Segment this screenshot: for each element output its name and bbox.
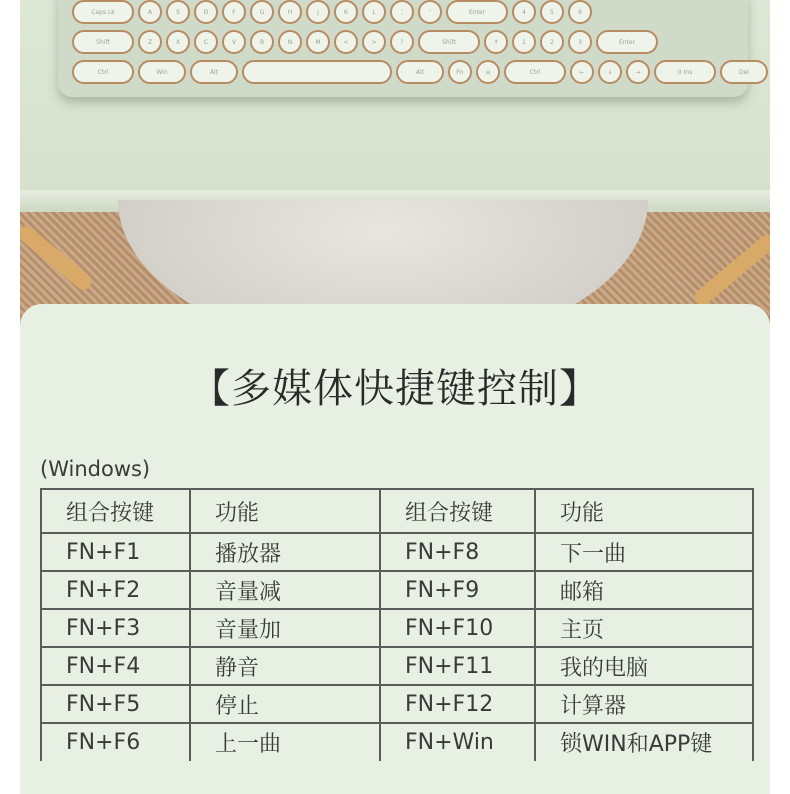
keycap: H (278, 0, 302, 24)
keycap: 6 (568, 0, 592, 24)
header-key-combo: 组合按键 (41, 489, 190, 533)
function-cell: 邮箱 (535, 571, 753, 609)
keycap: Ctrl (72, 60, 134, 84)
keycap: B (250, 30, 274, 54)
keycap: Alt (396, 60, 444, 84)
shortcut-table (40, 488, 754, 761)
keycap: < (334, 30, 358, 54)
keycap: 0 Ins (654, 60, 716, 84)
page-title: 【多媒体快捷键控制】 (190, 366, 600, 412)
key-combo-cell: FN+F4 (41, 647, 190, 685)
key-combo-cell: FN+Win (380, 723, 535, 761)
keycap: ≡ (476, 60, 500, 84)
table-row (41, 609, 753, 647)
keycap: ↑ (484, 30, 508, 54)
keycap: X (166, 30, 190, 54)
keycap: G (250, 0, 274, 24)
keycap: ↓ (598, 60, 622, 84)
keycap: Enter (596, 30, 658, 54)
function-cell: 停止 (190, 685, 380, 723)
key-combo-cell: FN+F9 (380, 571, 535, 609)
keycap: > (362, 30, 386, 54)
keycap: A (138, 0, 162, 24)
function-cell: 锁WIN和APP键 (535, 723, 753, 761)
table-row (41, 533, 753, 571)
keycap: K (334, 0, 358, 24)
keycap: D (194, 0, 218, 24)
table-row (41, 723, 753, 761)
key-combo-cell: FN+F11 (380, 647, 535, 685)
keycap: 1 (512, 30, 536, 54)
keycap: V (222, 30, 246, 54)
key-combo-cell: FN+F12 (380, 685, 535, 723)
key-combo-cell: FN+F1 (41, 533, 190, 571)
keycap: F (222, 0, 246, 24)
header-key-combo: 组合按键 (380, 489, 535, 533)
function-cell: 我的电脑 (535, 647, 753, 685)
table-row (41, 685, 753, 723)
function-cell: 音量减 (190, 571, 380, 609)
header-function: 功能 (190, 489, 380, 533)
key-combo-cell: FN+F8 (380, 533, 535, 571)
keycap: ; (390, 0, 414, 24)
retro-keyboard (58, 0, 748, 97)
keycap: S (166, 0, 190, 24)
keycap: Del (720, 60, 768, 84)
keyboard-row-shift (72, 30, 658, 56)
keycap: Ctrl (504, 60, 566, 84)
keyboard-row-home (72, 0, 592, 26)
key-combo-cell: FN+F2 (41, 571, 190, 609)
product-photo (20, 0, 770, 330)
keycap (242, 60, 392, 84)
keycap: Shift (418, 30, 480, 54)
keycap: L (362, 0, 386, 24)
table-header-row (41, 489, 753, 533)
keycap: ← (570, 60, 594, 84)
keycap: 4 (512, 0, 536, 24)
key-combo-cell: FN+F5 (41, 685, 190, 723)
keycap: Alt (190, 60, 238, 84)
table-row (41, 647, 753, 685)
function-cell: 上一曲 (190, 723, 380, 761)
os-subtitle: (Windows) (40, 457, 151, 481)
function-cell: 静音 (190, 647, 380, 685)
keycap: Enter (446, 0, 508, 24)
keycap: 2 (540, 30, 564, 54)
keycap: 3 (568, 30, 592, 54)
keycap: 5 (540, 0, 564, 24)
header-function: 功能 (535, 489, 753, 533)
key-combo-cell: FN+F10 (380, 609, 535, 647)
keycap: Fn (448, 60, 472, 84)
function-cell: 播放器 (190, 533, 380, 571)
keycap: Win (138, 60, 186, 84)
keycap: → (626, 60, 650, 84)
key-combo-cell: FN+F3 (41, 609, 190, 647)
keycap: ? (390, 30, 414, 54)
keycap: Caps Lk (72, 0, 134, 24)
table-row (41, 571, 753, 609)
keycap: C (194, 30, 218, 54)
keycap: M (306, 30, 330, 54)
function-cell: 下一曲 (535, 533, 753, 571)
keycap: ' (418, 0, 442, 24)
function-cell: 主页 (535, 609, 753, 647)
keyboard-row-bottom (72, 60, 768, 86)
key-combo-cell: FN+F6 (41, 723, 190, 761)
function-cell: 音量加 (190, 609, 380, 647)
keycap: Shift (72, 30, 134, 54)
keycap: N (278, 30, 302, 54)
keycap: J (306, 0, 330, 24)
function-cell: 计算器 (535, 685, 753, 723)
keycap: Z (138, 30, 162, 54)
